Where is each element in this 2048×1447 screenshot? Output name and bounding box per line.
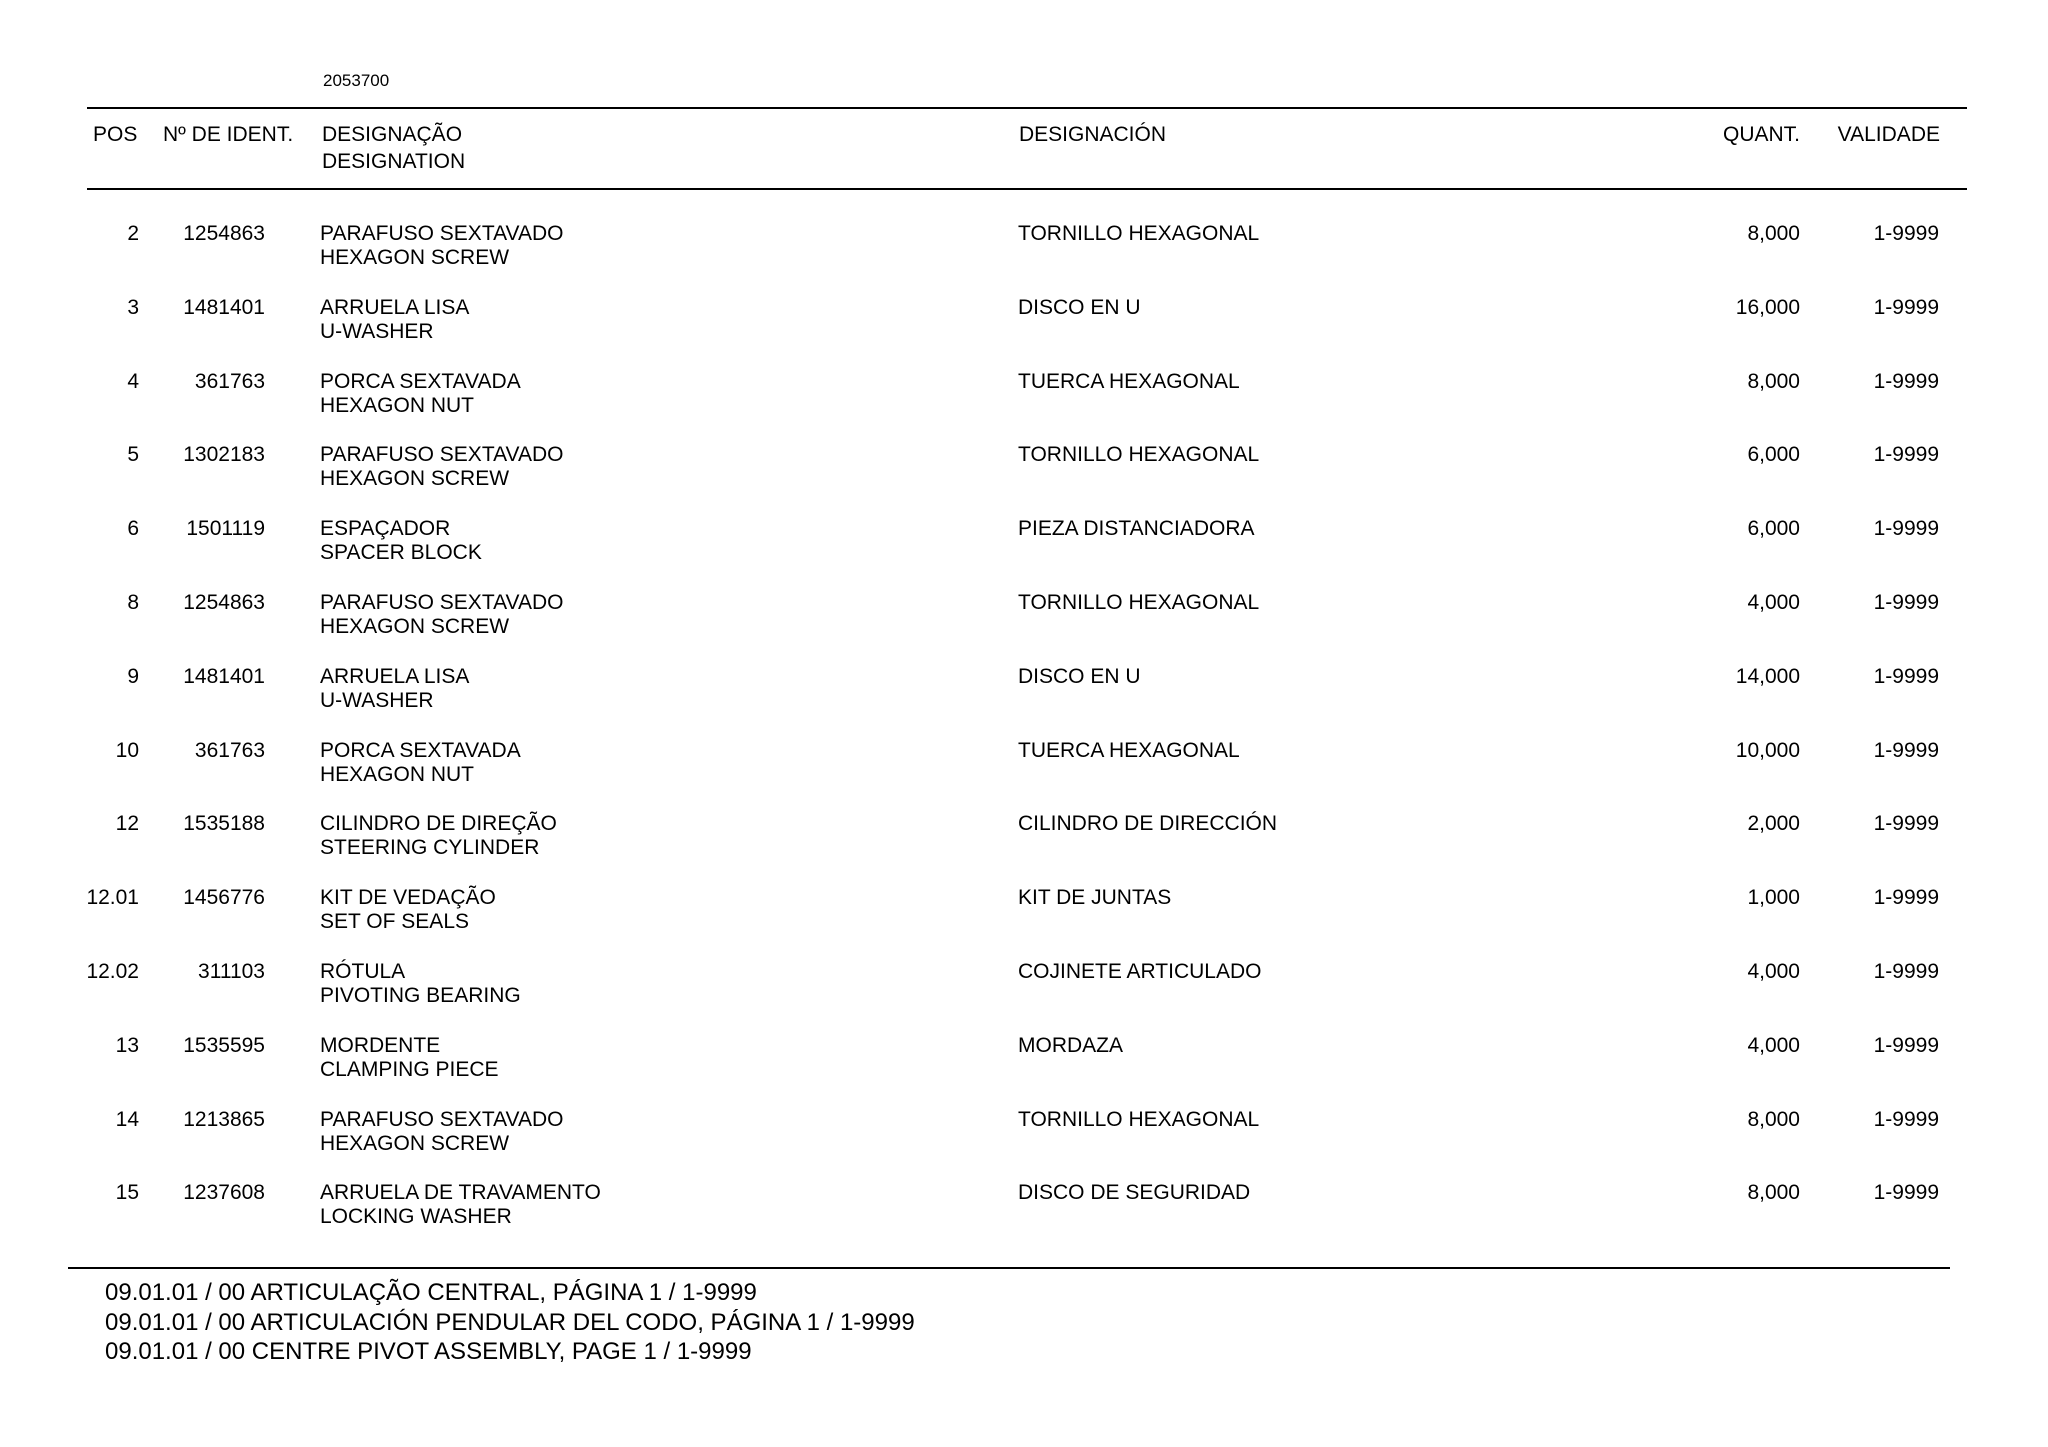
designacion-cell: DISCO EN U — [1018, 295, 1141, 319]
designation-pt: CILINDRO DE DIREÇÃO — [320, 812, 557, 836]
designacion-cell: CILINDRO DE DIRECCIÓN — [1018, 812, 1278, 836]
designation-cell — [320, 222, 980, 270]
designation-pt: ARRUELA LISA — [320, 664, 470, 688]
quant-cell: 1,000 — [1747, 886, 1800, 910]
designation-pt: PORCA SEXTAVADA — [320, 738, 521, 762]
designation-cell — [320, 370, 980, 418]
designacion-cell: MORDAZA — [1018, 1033, 1123, 1057]
pos-cell: 12.02 — [86, 959, 139, 983]
table-row — [0, 296, 2048, 370]
designation-pt: KIT DE VEDAÇÃO — [320, 886, 496, 910]
pos-cell: 2 — [127, 222, 139, 245]
pos-cell: 14 — [115, 1107, 139, 1131]
ident-cell: 361763 — [194, 738, 265, 762]
ident-cell: 1481401 — [183, 295, 265, 319]
table-row — [0, 1034, 2048, 1108]
designacion-cell: TORNILLO HEXAGONAL — [1018, 1107, 1260, 1131]
designacion-cell: TUERCA HEXAGONAL — [1018, 369, 1240, 393]
quant-cell: 4,000 — [1747, 590, 1800, 614]
document-number: 2053700 — [323, 71, 390, 90]
designation-en: U-WASHER — [320, 688, 434, 712]
header-designacao: DESIGNAÇÃO — [322, 123, 463, 146]
table-row — [0, 812, 2048, 886]
quant-cell: 16,000 — [1735, 295, 1800, 319]
designation-pt: MORDENTE — [320, 1033, 441, 1057]
designation-en: STEERING CYLINDER — [320, 836, 540, 860]
ident-cell: 1237608 — [183, 1181, 265, 1205]
designation-pt: ESPAÇADOR — [320, 517, 451, 541]
designation-en: HEXAGON SCREW — [320, 1131, 510, 1155]
table-row — [0, 443, 2048, 517]
ident-cell: 1535188 — [183, 812, 265, 836]
designation-cell — [320, 665, 980, 713]
header-divider — [87, 188, 1967, 190]
quant-cell: 14,000 — [1735, 664, 1800, 688]
designation-en: SET OF SEALS — [320, 910, 469, 934]
quant-cell: 6,000 — [1747, 443, 1800, 467]
validade-cell: 1-9999 — [1873, 664, 1939, 688]
pos-cell: 12 — [115, 812, 139, 836]
header-designacion: DESIGNACIÓN — [1019, 123, 1167, 146]
table-row — [0, 886, 2048, 960]
quant-cell: 8,000 — [1747, 222, 1800, 245]
table-row — [0, 370, 2048, 444]
quant-cell: 8,000 — [1747, 1107, 1800, 1131]
designation-en: HEXAGON SCREW — [320, 467, 510, 491]
designation-pt: ARRUELA LISA — [320, 295, 470, 319]
designation-pt: PARAFUSO SEXTAVADO — [320, 443, 564, 467]
designation-cell — [320, 591, 980, 639]
header-pos: POS — [93, 123, 138, 146]
pos-cell: 10 — [115, 738, 139, 762]
designation-en: U-WASHER — [320, 319, 434, 343]
table-row — [0, 517, 2048, 591]
pos-cell: 8 — [127, 590, 139, 614]
designation-pt: RÓTULA — [320, 959, 406, 983]
quant-cell: 10,000 — [1735, 738, 1800, 762]
designation-cell — [320, 296, 980, 344]
ident-cell: 311103 — [198, 959, 265, 983]
designation-cell — [320, 960, 980, 1008]
validade-cell: 1-9999 — [1873, 295, 1939, 319]
quant-cell: 8,000 — [1747, 1181, 1800, 1205]
designacion-cell: COJINETE ARTICULADO — [1018, 959, 1262, 983]
designation-en: PIVOTING BEARING — [320, 983, 521, 1007]
quant-cell: 4,000 — [1747, 1033, 1800, 1057]
pos-cell: 15 — [115, 1181, 139, 1205]
header-quant: QUANT. — [1722, 123, 1800, 146]
footer-line-pt: 09.01.01 / 00 ARTICULAÇÃO CENTRAL, PÁGINA 1 / 1-9999 — [105, 1279, 757, 1306]
quant-cell: 2,000 — [1747, 812, 1800, 836]
designacion-cell: DISCO DE SEGURIDAD — [1018, 1181, 1251, 1205]
pos-cell: 3 — [127, 295, 139, 319]
designacion-cell: TORNILLO HEXAGONAL — [1018, 222, 1260, 245]
validade-cell: 1-9999 — [1873, 222, 1939, 245]
designacion-cell: TUERCA HEXAGONAL — [1018, 738, 1240, 762]
pos-cell: 5 — [127, 443, 139, 467]
ident-cell: 1254863 — [183, 590, 265, 614]
header-ident: Nº DE IDENT. — [163, 123, 294, 146]
pos-cell: 9 — [127, 664, 139, 688]
designation-pt: PORCA SEXTAVADA — [320, 369, 521, 393]
ident-cell: 1481401 — [183, 664, 265, 688]
designation-pt: PARAFUSO SEXTAVADO — [320, 222, 564, 245]
designacion-cell: KIT DE JUNTAS — [1018, 886, 1172, 910]
designation-en: HEXAGON NUT — [320, 393, 475, 417]
validade-cell: 1-9999 — [1873, 959, 1939, 983]
footer-divider — [68, 1267, 1950, 1269]
table-row — [0, 1108, 2048, 1182]
pos-cell: 12.01 — [86, 886, 139, 910]
designacion-cell: PIEZA DISTANCIADORA — [1018, 517, 1255, 541]
designation-pt: ARRUELA DE TRAVAMENTO — [320, 1181, 601, 1205]
ident-cell: 361763 — [194, 369, 265, 393]
quant-cell: 6,000 — [1747, 517, 1800, 541]
designation-pt: PARAFUSO SEXTAVADO — [320, 590, 564, 614]
footer-line-es: 09.01.01 / 00 ARTICULACIÓN PENDULAR DEL CODO, PÁGINA 1 / 1-9999 — [105, 1308, 915, 1336]
ident-cell: 1213865 — [183, 1107, 265, 1131]
ident-cell: 1535595 — [183, 1033, 265, 1057]
designation-pt: PARAFUSO SEXTAVADO — [320, 1107, 564, 1131]
designation-cell — [320, 517, 980, 565]
validade-cell: 1-9999 — [1873, 1107, 1939, 1131]
quant-cell: 4,000 — [1747, 959, 1800, 983]
table-row — [0, 1181, 2048, 1255]
ident-cell: 1302183 — [183, 443, 265, 467]
quant-cell: 8,000 — [1747, 369, 1800, 393]
table-row — [0, 222, 2048, 296]
validade-cell: 1-9999 — [1873, 1181, 1939, 1205]
designation-cell — [320, 812, 980, 860]
designation-en: HEXAGON SCREW — [320, 246, 510, 269]
designacion-cell: DISCO EN U — [1018, 664, 1141, 688]
designation-en: SPACER BLOCK — [320, 541, 482, 565]
designation-cell — [320, 1034, 980, 1082]
validade-cell: 1-9999 — [1873, 443, 1939, 467]
validade-cell: 1-9999 — [1873, 369, 1939, 393]
pos-cell: 6 — [127, 517, 139, 541]
designation-cell — [320, 739, 980, 787]
ident-cell: 1456776 — [183, 886, 265, 910]
header-designation — [322, 121, 465, 175]
designation-en: CLAMPING PIECE — [320, 1057, 499, 1081]
designation-en: LOCKING WASHER — [320, 1205, 512, 1229]
footer — [105, 1278, 915, 1367]
ident-cell: 1501119 — [186, 517, 265, 541]
validade-cell: 1-9999 — [1873, 590, 1939, 614]
validade-cell: 1-9999 — [1873, 738, 1939, 762]
pos-cell: 4 — [127, 369, 139, 393]
designation-cell — [320, 1181, 980, 1229]
table-row — [0, 739, 2048, 813]
designation-cell — [320, 443, 980, 491]
header-validade: VALIDADE — [1837, 123, 1940, 146]
validade-cell: 1-9999 — [1873, 886, 1939, 910]
designation-cell — [320, 1108, 980, 1156]
validade-cell: 1-9999 — [1873, 517, 1939, 541]
footer-line-en: 09.01.01 / 00 CENTRE PIVOT ASSEMBLY, PAGE 1 / 1-9999 — [105, 1338, 752, 1365]
parts-table — [0, 222, 2048, 1255]
validade-cell: 1-9999 — [1873, 1033, 1939, 1057]
designacion-cell: TORNILLO HEXAGONAL — [1018, 443, 1260, 467]
table-row — [0, 960, 2048, 1034]
designation-en: HEXAGON SCREW — [320, 614, 510, 638]
validade-cell: 1-9999 — [1873, 812, 1939, 836]
top-divider — [87, 107, 1967, 109]
ident-cell: 1254863 — [183, 222, 265, 245]
designacion-cell: TORNILLO HEXAGONAL — [1018, 590, 1260, 614]
designation-en: HEXAGON NUT — [320, 762, 475, 786]
table-row — [0, 665, 2048, 739]
table-row — [0, 591, 2048, 665]
pos-cell: 13 — [115, 1033, 139, 1057]
designation-cell — [320, 886, 980, 934]
header-designation-en: DESIGNATION — [322, 150, 466, 173]
